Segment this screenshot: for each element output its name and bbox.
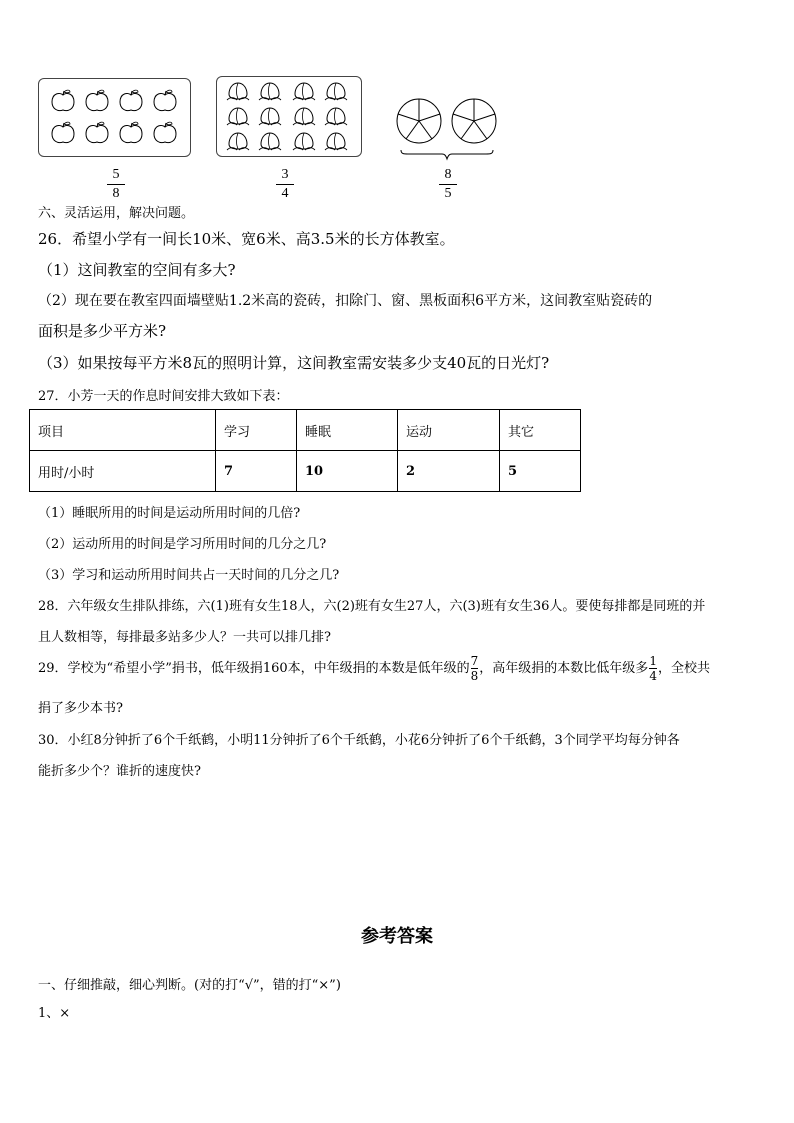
q29-line2: 捐了多少本书?: [38, 701, 123, 716]
section-heading: 六、灵活运用，解决问题。: [38, 206, 195, 221]
denominator: 4: [649, 669, 657, 683]
table-cell: 7: [216, 451, 297, 492]
numerator: 5: [112, 167, 120, 182]
table-cell: 运动: [398, 410, 500, 451]
schedule-table: [29, 409, 581, 492]
pie-right: [452, 99, 496, 143]
answer-title: 参考答案: [361, 926, 433, 947]
q30-line2: 能折多少个？谁折的速度快?: [38, 764, 201, 779]
numerator: 8: [444, 167, 452, 182]
q27-stem: 27．小芳一天的作息时间安排大致如下表：: [38, 389, 289, 404]
q29-text-a: 29．学校为“希望小学”捐书，低年级捐160本，中年级捐的本数是低年级的: [38, 661, 470, 676]
table-row: [30, 451, 581, 492]
numerator: 1: [649, 654, 657, 668]
table-cell: 睡眠: [297, 410, 398, 451]
table-cell: 10: [297, 451, 398, 492]
fraction-one-quarter: [649, 654, 657, 683]
fraction-apples: [104, 167, 128, 202]
q29-line1: [38, 654, 710, 683]
answer-item-1: 1、×: [38, 1006, 71, 1021]
q26-part2-line2: 面积是多少平方米?: [38, 322, 167, 340]
table-cell: 2: [398, 451, 500, 492]
table-cell: 用时/小时: [30, 451, 216, 492]
fraction-seven-eighths: [471, 654, 479, 683]
q29-text-c: ，全校共: [657, 661, 710, 676]
q28-line2: 且人数相等，每排最多站多少人？一共可以排几排?: [38, 630, 331, 645]
pie-left: [397, 99, 441, 143]
fraction-pies: [436, 167, 460, 202]
table-cell: 5: [500, 451, 581, 492]
q27-part3: （3）学习和运动所用时间共占一天时间的几分之几?: [38, 568, 340, 583]
q26-stem: 26．希望小学有一间长10米、宽6米、高3.5米的长方体教室。: [38, 230, 455, 248]
denominator: 8: [112, 186, 120, 201]
brace: [401, 150, 493, 159]
numerator: 3: [281, 167, 289, 182]
q29-text-b: ，高年级捐的本数比低年级多: [479, 661, 649, 676]
denominator: 8: [470, 669, 479, 683]
q30-line1: 30．小红8分钟折了6个千纸鹤，小明11分钟折了6个千纸鹤，小花6分钟折了6个千纸鹤，3个同学平均每分钟各: [38, 733, 680, 748]
apple-box: [38, 78, 191, 157]
table-cell: 项目: [30, 410, 216, 451]
q28-line1: 28．六年级女生排队排练，六(1)班有女生18人，六(2)班有女生27人，六(3)班有女生36人。要使每排都是同班的并: [38, 599, 706, 614]
peach-icons: [217, 77, 361, 156]
pie-figure: [394, 96, 500, 162]
denominator: 4: [281, 186, 289, 201]
apple-icons: [39, 79, 190, 156]
peach-box: [216, 76, 362, 157]
table-header-row: [30, 410, 581, 451]
table-cell: 学习: [216, 410, 297, 451]
q26-part3: （3）如果按每平方米8瓦的照明计算，这间教室需安装多少支40瓦的日光灯?: [38, 354, 550, 372]
q26-part2-line1: （2）现在要在教室四面墙壁贴1.2米高的瓷砖，扣除门、窗、黑板面积6平方米，这间教室贴瓷砖的: [38, 293, 653, 309]
q27-part2: （2）运动所用的时间是学习所用时间的几分之几?: [38, 537, 327, 552]
denominator: 5: [444, 186, 452, 201]
q26-part1: （1）这间教室的空间有多大?: [38, 261, 236, 279]
fraction-peaches: [273, 167, 297, 202]
answer-section-heading: 一、仔细推敲，细心判断。(对的打“√”，错的打“×”): [38, 978, 341, 993]
table-cell: 其它: [500, 410, 581, 451]
numerator: 7: [470, 654, 479, 668]
q27-part1: （1）睡眠所用的时间是运动所用时间的几倍?: [38, 506, 301, 521]
